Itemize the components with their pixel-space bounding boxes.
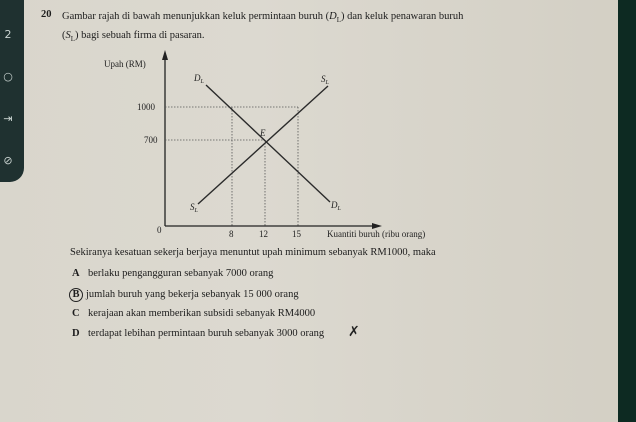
- equilibrium-label: E: [260, 128, 266, 138]
- option-b[interactable]: [72, 288, 299, 302]
- option-text: berlaku pengangguran sebanyak 7000 orang: [88, 268, 274, 279]
- option-d[interactable]: [72, 328, 324, 339]
- option-text: kerajaan akan memberikan subsidi sebanyak RM4000: [88, 308, 316, 319]
- y-axis-label: Upah (RM): [104, 59, 146, 69]
- question-text-part: ) bagi sebuah firma di pasaran.: [75, 30, 205, 42]
- question-text-part: Gambar rajah di bawah menunjukkan keluk permintaan buruh (: [62, 11, 330, 22]
- option-text: jumlah buruh yang bekerja sebanyak 15 000 orang: [86, 289, 299, 300]
- y-axis-arrow-icon: [162, 50, 168, 60]
- option-letter: A: [72, 268, 80, 279]
- option-letter-circled: B: [69, 288, 83, 302]
- supply-symbol: S: [65, 30, 71, 42]
- demand-label-bottom: $D_L$: [331, 200, 341, 212]
- eye-slash-icon[interactable]: ⊘: [3, 154, 13, 167]
- arrow-icon[interactable]: ⇥: [3, 112, 13, 125]
- subscript: L: [336, 16, 341, 25]
- question-text-part: (: [62, 30, 66, 42]
- demand-symbol: D: [329, 11, 337, 22]
- x-tick-15: 15: [292, 229, 301, 239]
- option-letter: C: [72, 308, 80, 319]
- option-text: terdapat lebihan permintaan buruh sebanyak 3000 orang: [88, 328, 325, 339]
- supply-label-bottom: $S_L$: [190, 202, 198, 214]
- chevron-icon[interactable]: 2: [4, 28, 12, 41]
- origin-label: 0: [157, 225, 162, 235]
- question-number: 20: [41, 9, 52, 20]
- guide-lines: [165, 107, 298, 226]
- demand-curve: [206, 85, 330, 202]
- supply-curve: [198, 86, 328, 204]
- option-a[interactable]: [72, 268, 273, 279]
- question-stem: Sekiranya kesatuan sekerja berjaya menuntut upah minimum sebanyak RM1000, maka: [70, 247, 436, 258]
- x-tick-8: 8: [229, 229, 234, 239]
- handwritten-cross-icon: ✗: [348, 324, 360, 340]
- supply-label-top: $S_L$: [321, 74, 329, 86]
- subscript: L: [70, 35, 76, 44]
- option-letter: D: [72, 328, 80, 339]
- circle-icon[interactable]: ○: [3, 70, 13, 83]
- y-tick-700: 700: [144, 135, 158, 145]
- y-tick-1000: 1000: [137, 102, 155, 112]
- x-tick-12: 12: [259, 229, 268, 239]
- demand-label-top: $D_L$: [194, 73, 204, 85]
- option-c[interactable]: [72, 308, 315, 319]
- question-text-part: ) dan keluk penawaran buruh: [340, 11, 464, 22]
- x-axis-label: Kuantiti buruh (ribu orang): [327, 229, 426, 239]
